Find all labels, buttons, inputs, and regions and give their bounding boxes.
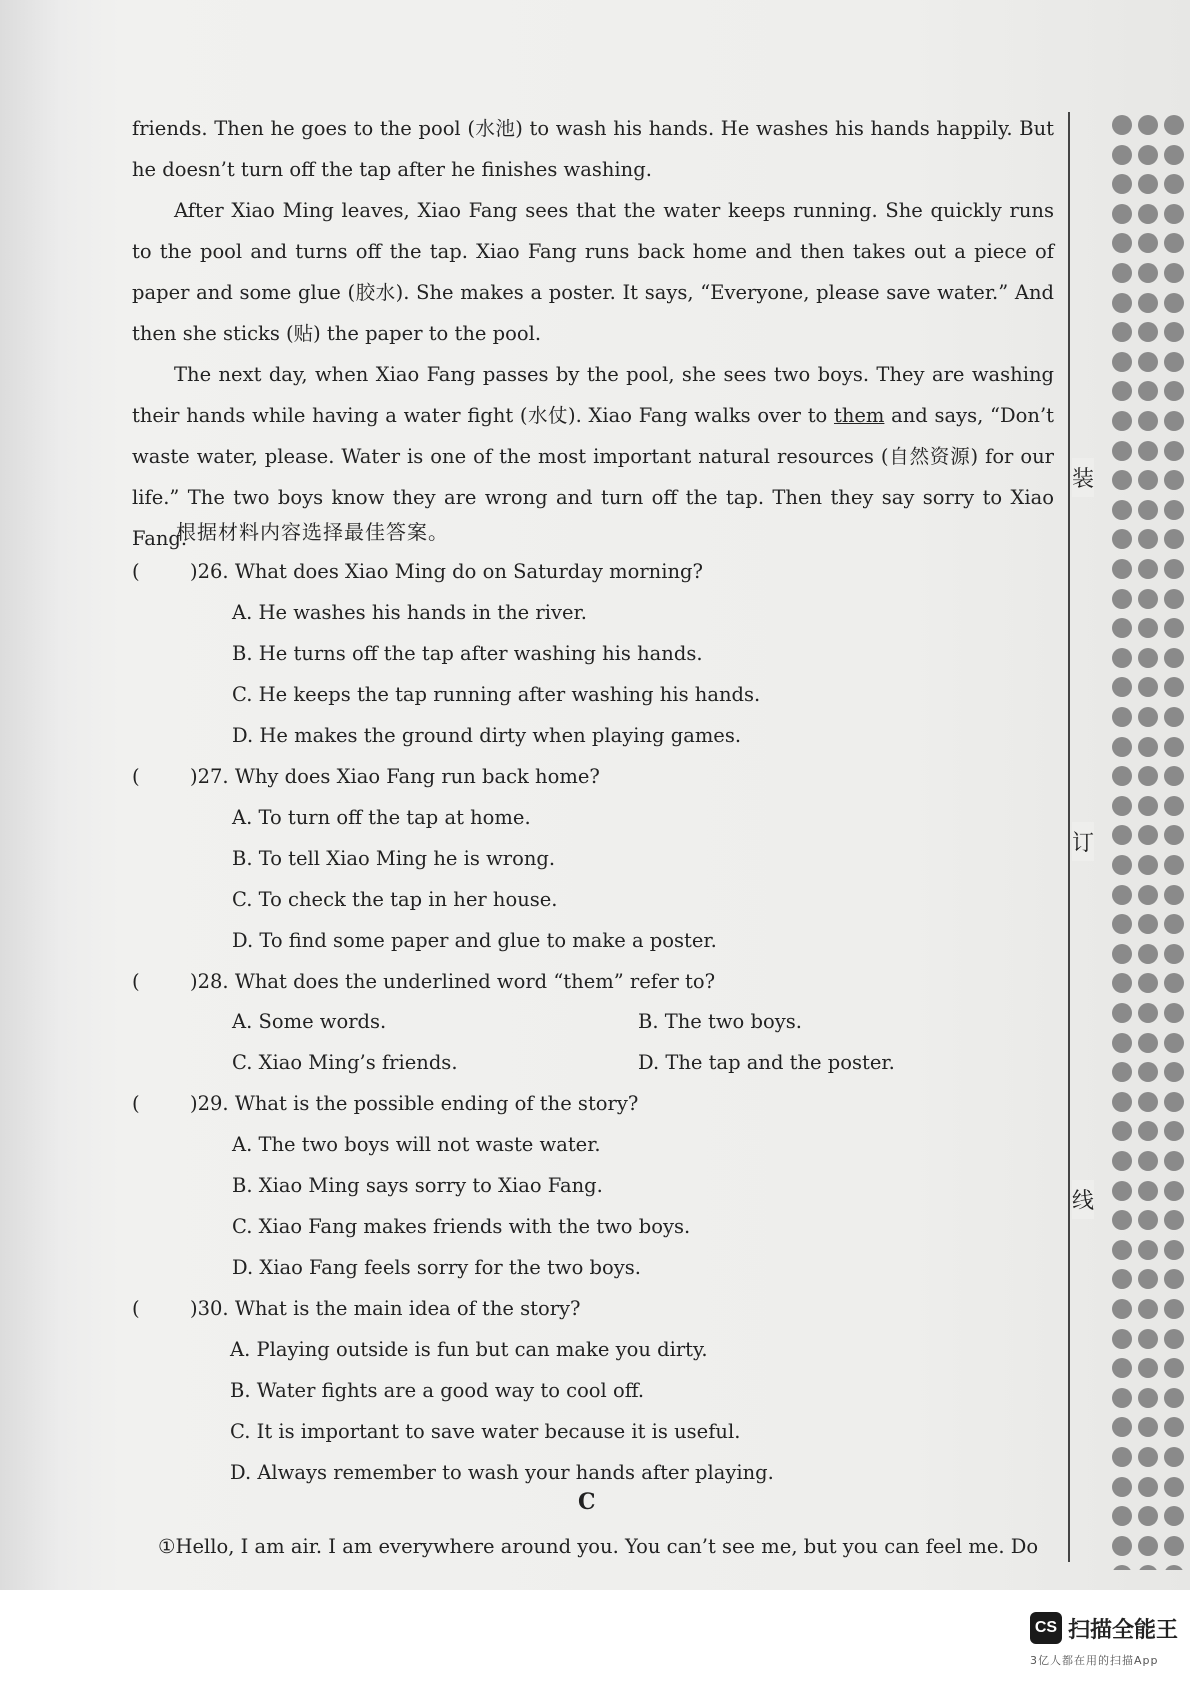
margin-dot: [1138, 914, 1158, 934]
margin-dot: [1164, 322, 1184, 342]
margin-dot: [1112, 796, 1132, 816]
margin-dot: [1138, 1388, 1158, 1408]
margin-dot: [1138, 1565, 1158, 1570]
margin-dot: [1138, 1003, 1158, 1023]
margin-dot: [1164, 1329, 1184, 1349]
margin-dot: [1138, 589, 1158, 609]
scanner-watermark: [1030, 1612, 1178, 1644]
passage-paragraph-3: The next day, when Xiao Fang passes by the pool, she sees two boys. They are washing their hands while having a water fight (水仗). Xiao Fang walks over to them and says, “Don’t waste water, please. Water is one of the most important natural resources (自然资源) for our life.” The two boys know they are wrong and turn off the tap. Then they say sorry to Xiao Fang.: [132, 363, 1054, 550]
margin-dot: [1138, 411, 1158, 431]
reading-passage: [132, 108, 1054, 559]
margin-dot: [1138, 500, 1158, 520]
margin-dot: [1112, 1240, 1132, 1260]
margin-dot: [1138, 263, 1158, 283]
margin-dot: [1138, 648, 1158, 668]
margin-dot: [1164, 796, 1184, 816]
margin-dot: [1138, 1477, 1158, 1497]
margin-dot: [1112, 1329, 1132, 1349]
margin-dot: [1164, 293, 1184, 313]
question-30: ( )30. What is the main idea of the story?: [132, 1297, 581, 1320]
answer-blank[interactable]: (: [132, 1297, 140, 1320]
margin-dot: [1112, 677, 1132, 697]
margin-dot: [1138, 973, 1158, 993]
q26-option-b: B. He turns off the tap after washing his hands.: [232, 642, 703, 665]
margin-dot: [1138, 1358, 1158, 1378]
margin-dot: [1112, 825, 1132, 845]
margin-dot: [1138, 352, 1158, 372]
margin-dot: [1138, 1210, 1158, 1230]
q29-option-a: A. The two boys will not waste water.: [232, 1133, 601, 1156]
margin-dot: [1112, 766, 1132, 786]
watermark-tagline: 3亿人都在用的扫描App: [1030, 1654, 1159, 1667]
q29-option-b: B. Xiao Ming says sorry to Xiao Fang.: [232, 1174, 603, 1197]
margin-dot: [1164, 1388, 1184, 1408]
margin-dot: [1112, 1092, 1132, 1112]
margin-dot: [1112, 1299, 1132, 1319]
margin-dot: [1112, 411, 1132, 431]
margin-dot: [1112, 145, 1132, 165]
margin-dot: [1112, 1417, 1132, 1437]
margin-dot: [1112, 559, 1132, 579]
margin-dot: [1138, 1033, 1158, 1053]
margin-dot: [1138, 855, 1158, 875]
margin-dot: [1164, 1181, 1184, 1201]
margin-dot: [1138, 204, 1158, 224]
q26-option-a: A. He washes his hands in the river.: [232, 601, 587, 624]
margin-dot: [1164, 914, 1184, 934]
margin-dot: [1112, 648, 1132, 668]
margin-dot: [1138, 825, 1158, 845]
margin-dot: [1138, 233, 1158, 253]
watermark-app-name: 扫描全能王: [1068, 1617, 1179, 1643]
margin-dot: [1138, 618, 1158, 638]
q28-option-c: C. Xiao Ming’s friends.: [232, 1051, 458, 1074]
question-27: ( )27. Why does Xiao Fang run back home?: [132, 765, 600, 788]
margin-dot: [1112, 1151, 1132, 1171]
margin-dot: [1138, 559, 1158, 579]
margin-dot: [1112, 293, 1132, 313]
margin-dot: [1138, 1092, 1158, 1112]
margin-dot: [1164, 411, 1184, 431]
margin-dot: [1112, 204, 1132, 224]
margin-dot: [1138, 293, 1158, 313]
margin-dot: [1164, 174, 1184, 194]
binding-mark-xian: 线: [1072, 1180, 1094, 1219]
margin-dot: [1138, 944, 1158, 964]
margin-dot: [1164, 381, 1184, 401]
q29-option-c: C. Xiao Fang makes friends with the two boys.: [232, 1215, 691, 1238]
margin-dot: [1138, 145, 1158, 165]
margin-dot: [1164, 1269, 1184, 1289]
answer-blank[interactable]: (: [132, 765, 140, 788]
margin-dot: [1164, 1092, 1184, 1112]
q26-option-c: C. He keeps the tap running after washing his hands.: [232, 683, 761, 706]
margin-dot: [1112, 1033, 1132, 1053]
margin-dot: [1112, 618, 1132, 638]
margin-dot: [1164, 1417, 1184, 1437]
margin-dot: [1138, 1240, 1158, 1260]
margin-dot: [1112, 381, 1132, 401]
answer-blank[interactable]: (: [132, 970, 140, 993]
margin-dot: [1164, 1299, 1184, 1319]
margin-dot: [1112, 589, 1132, 609]
margin-dot: [1164, 1210, 1184, 1230]
margin-dot: [1164, 1506, 1184, 1526]
margin-dot: [1164, 470, 1184, 490]
margin-dot: [1112, 1358, 1132, 1378]
margin-dot: [1164, 766, 1184, 786]
margin-dot: [1164, 1062, 1184, 1082]
q29-option-d: D. Xiao Fang feels sorry for the two boys.: [232, 1256, 641, 1279]
margin-dot: [1112, 322, 1132, 342]
cs-logo-icon: CS: [1030, 1612, 1062, 1644]
margin-dot: [1164, 648, 1184, 668]
margin-dot: [1164, 145, 1184, 165]
margin-dot: [1164, 500, 1184, 520]
margin-dot: [1164, 1536, 1184, 1556]
instruction: 根据材料内容选择最佳答案。: [176, 520, 449, 544]
margin-dot: [1164, 1477, 1184, 1497]
margin-dot: [1138, 1121, 1158, 1141]
margin-dot: [1138, 737, 1158, 757]
q30-option-a: A. Playing outside is fun but can make you dirty.: [230, 1338, 708, 1361]
margin-dot: [1138, 885, 1158, 905]
margin-dot: [1164, 1447, 1184, 1467]
q30-option-d: D. Always remember to wash your hands after playing.: [230, 1461, 774, 1484]
margin-dot: [1112, 115, 1132, 135]
margin-dot: [1138, 529, 1158, 549]
margin-dot: [1138, 1506, 1158, 1526]
margin-dot: [1112, 1388, 1132, 1408]
margin-dot: [1138, 322, 1158, 342]
margin-dot: [1112, 352, 1132, 372]
margin-dot: [1164, 529, 1184, 549]
margin-dot: [1138, 1299, 1158, 1319]
margin-dot: [1112, 973, 1132, 993]
margin-dot: [1112, 529, 1132, 549]
margin-dot: [1138, 707, 1158, 727]
underlined-word: them: [833, 404, 885, 427]
margin-dot: [1164, 441, 1184, 461]
margin-dot: [1164, 1565, 1184, 1570]
margin-dot: [1164, 1240, 1184, 1260]
margin-dot: [1112, 855, 1132, 875]
margin-dot: [1138, 1417, 1158, 1437]
answer-blank[interactable]: (: [132, 1092, 140, 1115]
margin-dot: [1164, 677, 1184, 697]
margin-dot: [1164, 589, 1184, 609]
margin-dot: [1112, 1121, 1132, 1141]
margin-dot: [1112, 1447, 1132, 1467]
margin-dot: [1138, 441, 1158, 461]
margin-dot: [1164, 1003, 1184, 1023]
margin-dot: [1112, 1477, 1132, 1497]
question-28: ( )28. What does the underlined word “them” refer to?: [132, 970, 716, 993]
q27-option-d: D. To find some paper and glue to make a poster.: [232, 929, 717, 952]
q30-option-b: B. Water fights are a good way to cool off.: [230, 1379, 645, 1402]
margin-dot: [1138, 1329, 1158, 1349]
binding-line: [1068, 112, 1070, 1562]
margin-dot: [1164, 233, 1184, 253]
margin-dot: [1112, 707, 1132, 727]
dot-pattern-margin: [1112, 115, 1186, 1570]
section-c-heading: C: [578, 1489, 596, 1515]
margin-dot: [1112, 441, 1132, 461]
margin-dot: [1164, 1121, 1184, 1141]
margin-dot: [1112, 263, 1132, 283]
margin-dot: [1138, 470, 1158, 490]
binding-mark-zhuang: 装: [1072, 458, 1094, 497]
margin-dot: [1164, 707, 1184, 727]
margin-dot: [1112, 944, 1132, 964]
margin-dot: [1112, 1269, 1132, 1289]
q27-option-c: C. To check the tap in her house.: [232, 888, 558, 911]
margin-dot: [1164, 1151, 1184, 1171]
margin-dot: [1112, 500, 1132, 520]
margin-dot: [1112, 1062, 1132, 1082]
q27-option-b: B. To tell Xiao Ming he is wrong.: [232, 847, 556, 870]
passage-paragraph-2: After Xiao Ming leaves, Xiao Fang sees that the water keeps running. She quickly runs to the pool and turns off the tap. Xiao Fang runs back home and then takes out a piece of paper and some glue (胶水). She makes a poster. It says, “Everyone, please save water.” And then she sticks (贴) the paper to the pool.: [132, 199, 1054, 345]
margin-dot: [1138, 677, 1158, 697]
margin-dot: [1164, 825, 1184, 845]
margin-dot: [1112, 233, 1132, 253]
question-29: ( )29. What is the possible ending of the story?: [132, 1092, 639, 1115]
question-26: ( )26. What does Xiao Ming do on Saturday morning?: [132, 560, 703, 583]
margin-dot: [1164, 115, 1184, 135]
margin-dot: [1138, 766, 1158, 786]
margin-dot: [1112, 1536, 1132, 1556]
margin-dot: [1138, 174, 1158, 194]
margin-dot: [1164, 263, 1184, 283]
margin-dot: [1138, 796, 1158, 816]
margin-dot: [1112, 737, 1132, 757]
margin-dot: [1164, 559, 1184, 579]
q27-option-a: A. To turn off the tap at home.: [232, 806, 531, 829]
margin-dot: [1112, 174, 1132, 194]
margin-dot: [1164, 1358, 1184, 1378]
section-c-first-line: ①Hello, I am air. I am everywhere around you. You can’t see me, but you can feel me. Do: [158, 1535, 1039, 1558]
margin-dot: [1138, 381, 1158, 401]
q26-option-d: D. He makes the ground dirty when playing games.: [232, 724, 742, 747]
margin-dot: [1112, 914, 1132, 934]
q30-option-c: C. It is important to save water because it is useful.: [230, 1420, 741, 1443]
margin-dot: [1112, 470, 1132, 490]
margin-dot: [1112, 1181, 1132, 1201]
q28-option-b: B. The two boys.: [638, 1010, 802, 1033]
margin-dot: [1112, 885, 1132, 905]
answer-blank[interactable]: (: [132, 560, 140, 583]
margin-dot: [1164, 737, 1184, 757]
margin-dot: [1112, 1003, 1132, 1023]
q28-option-a: A. Some words.: [232, 1010, 387, 1033]
margin-dot: [1164, 855, 1184, 875]
margin-dot: [1112, 1565, 1132, 1570]
margin-dot: [1138, 1447, 1158, 1467]
margin-dot: [1138, 1536, 1158, 1556]
margin-dot: [1164, 944, 1184, 964]
margin-dot: [1164, 973, 1184, 993]
passage-paragraph-1: friends. Then he goes to the pool (水池) to wash his hands. He washes his hands happily. But he doesn’t turn off the tap after he finishes washing.: [132, 117, 1054, 181]
margin-dot: [1164, 204, 1184, 224]
margin-dot: [1112, 1210, 1132, 1230]
margin-dot: [1164, 885, 1184, 905]
margin-dot: [1138, 1269, 1158, 1289]
margin-dot: [1112, 1506, 1132, 1526]
q28-option-d: D. The tap and the poster.: [638, 1051, 895, 1074]
margin-dot: [1138, 1181, 1158, 1201]
binding-mark-ding: 订: [1072, 822, 1094, 861]
margin-dot: [1164, 1033, 1184, 1053]
margin-dot: [1138, 1151, 1158, 1171]
margin-dot: [1164, 618, 1184, 638]
margin-dot: [1164, 352, 1184, 372]
margin-dot: [1138, 115, 1158, 135]
margin-dot: [1138, 1062, 1158, 1082]
